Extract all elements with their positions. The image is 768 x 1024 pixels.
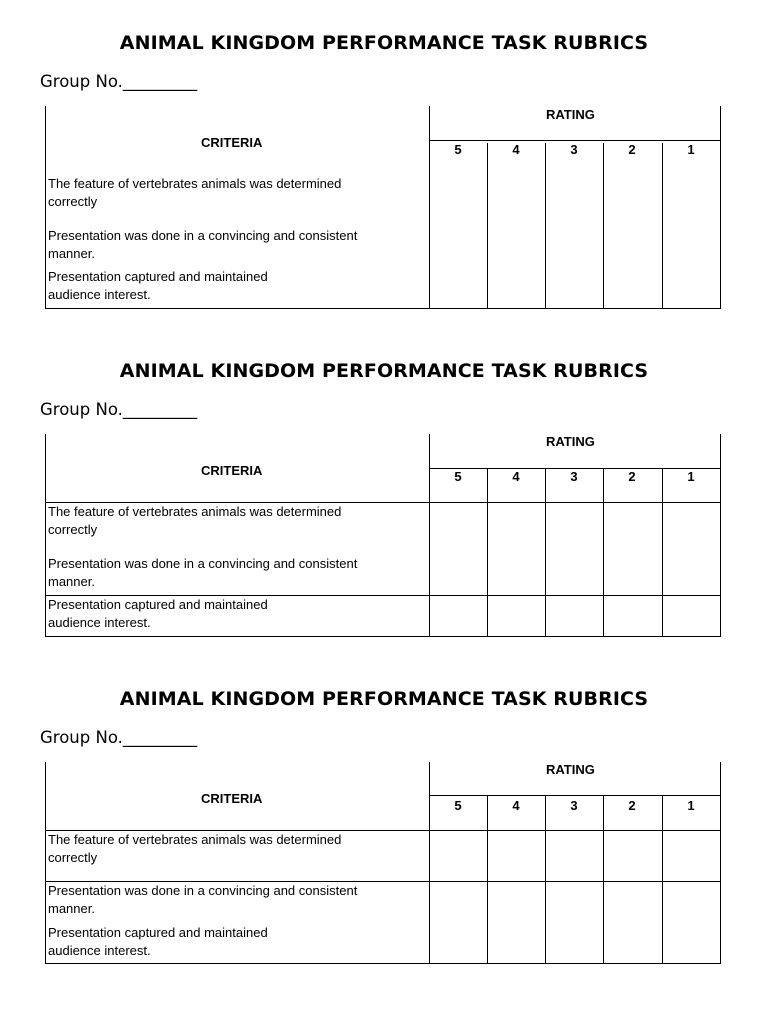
score-col-divider <box>487 143 488 309</box>
criterion-line: The feature of vertebrates animals was determined <box>48 176 342 191</box>
score-4: 4 <box>512 469 520 484</box>
score-col-divider <box>662 468 663 637</box>
criterion-1 <box>48 175 341 211</box>
score-4: 4 <box>512 798 520 813</box>
criterion-line: manner. <box>48 574 95 589</box>
criterion-line: audience interest. <box>48 943 151 958</box>
criteria-header: CRITERIA <box>201 135 263 150</box>
criterion-line: manner. <box>48 901 95 916</box>
table-border-left <box>45 106 46 309</box>
criterion-line: Presentation was done in a convincing and consistent <box>48 883 358 898</box>
score-1: 1 <box>687 469 695 484</box>
score-col-divider <box>603 796 604 964</box>
criterion-3 <box>48 268 268 304</box>
criterion-line: correctly <box>48 194 98 209</box>
rating-header-rule <box>429 140 721 141</box>
score-col-divider <box>487 796 488 964</box>
score-col-divider <box>603 143 604 309</box>
table-border-left <box>45 434 46 637</box>
score-1: 1 <box>687 142 695 157</box>
group-blank[interactable]: _________ <box>122 72 198 91</box>
table-border-right <box>720 434 721 637</box>
criterion-line: Presentation captured and maintained <box>48 269 268 284</box>
score-col-divider <box>487 468 488 637</box>
score-3: 3 <box>570 798 578 813</box>
group-label: Group No. <box>40 72 123 91</box>
score-5: 5 <box>454 142 462 157</box>
table-border-right <box>720 106 721 309</box>
rubric-title: ANIMAL KINGDOM PERFORMANCE TASK RUBRICS <box>119 32 649 54</box>
group-label: Group No. <box>40 728 123 747</box>
rubric-title: ANIMAL KINGDOM PERFORMANCE TASK RUBRICS <box>119 360 649 382</box>
score-2: 2 <box>628 142 636 157</box>
score-col-divider <box>545 468 546 637</box>
score-col-divider <box>603 468 604 637</box>
rubric-table <box>0 656 768 986</box>
score-col-divider <box>662 143 663 309</box>
rubric-title: ANIMAL KINGDOM PERFORMANCE TASK RUBRICS <box>119 688 649 710</box>
criterion-line: Presentation captured and maintained <box>48 925 268 940</box>
criterion-line: Presentation was done in a convincing and consistent <box>48 556 358 571</box>
criterion-line: Presentation was done in a convincing and consistent <box>48 228 358 243</box>
score-4: 4 <box>512 142 520 157</box>
criterion-2 <box>48 227 357 263</box>
score-2: 2 <box>628 798 636 813</box>
score-col-divider <box>545 796 546 964</box>
group-label: Group No. <box>40 400 123 419</box>
criterion-2 <box>48 555 357 591</box>
score-5: 5 <box>454 798 462 813</box>
criterion-line: manner. <box>48 246 95 261</box>
criterion-line: correctly <box>48 522 98 537</box>
criterion-3 <box>48 924 268 960</box>
table-border-bottom <box>45 963 721 964</box>
criteria-header: CRITERIA <box>201 791 263 806</box>
table-border-bottom <box>45 308 721 309</box>
score-3: 3 <box>570 142 578 157</box>
rating-header: RATING <box>546 107 595 122</box>
table-divider-criteria <box>429 434 430 637</box>
criterion-1 <box>48 503 341 539</box>
group-blank[interactable]: _________ <box>122 728 198 747</box>
score-3: 3 <box>570 469 578 484</box>
criterion-line: The feature of vertebrates animals was determined <box>48 832 342 847</box>
criterion-3 <box>48 596 268 632</box>
table-divider-criteria <box>429 106 430 309</box>
score-2: 2 <box>628 469 636 484</box>
criterion-line: audience interest. <box>48 615 151 630</box>
rating-header: RATING <box>546 434 595 449</box>
table-border-left <box>45 762 46 964</box>
criteria-header: CRITERIA <box>201 463 263 478</box>
rubric-table <box>0 0 768 330</box>
criterion-line: audience interest. <box>48 287 151 302</box>
score-5: 5 <box>454 469 462 484</box>
score-col-divider <box>545 143 546 309</box>
criterion-line: The feature of vertebrates animals was determined <box>48 504 342 519</box>
rating-header-rule <box>429 795 721 796</box>
score-col-divider <box>662 796 663 964</box>
criterion-line: Presentation captured and maintained <box>48 597 268 612</box>
score-1: 1 <box>687 798 695 813</box>
rubric-table <box>0 328 768 658</box>
rating-header: RATING <box>546 762 595 777</box>
criterion-1 <box>48 831 341 867</box>
table-divider-criteria <box>429 762 430 964</box>
criterion-2 <box>48 882 357 918</box>
criterion-line: correctly <box>48 850 98 865</box>
group-blank[interactable]: _________ <box>122 400 198 419</box>
table-border-right <box>720 762 721 964</box>
table-border-bottom <box>45 636 721 637</box>
